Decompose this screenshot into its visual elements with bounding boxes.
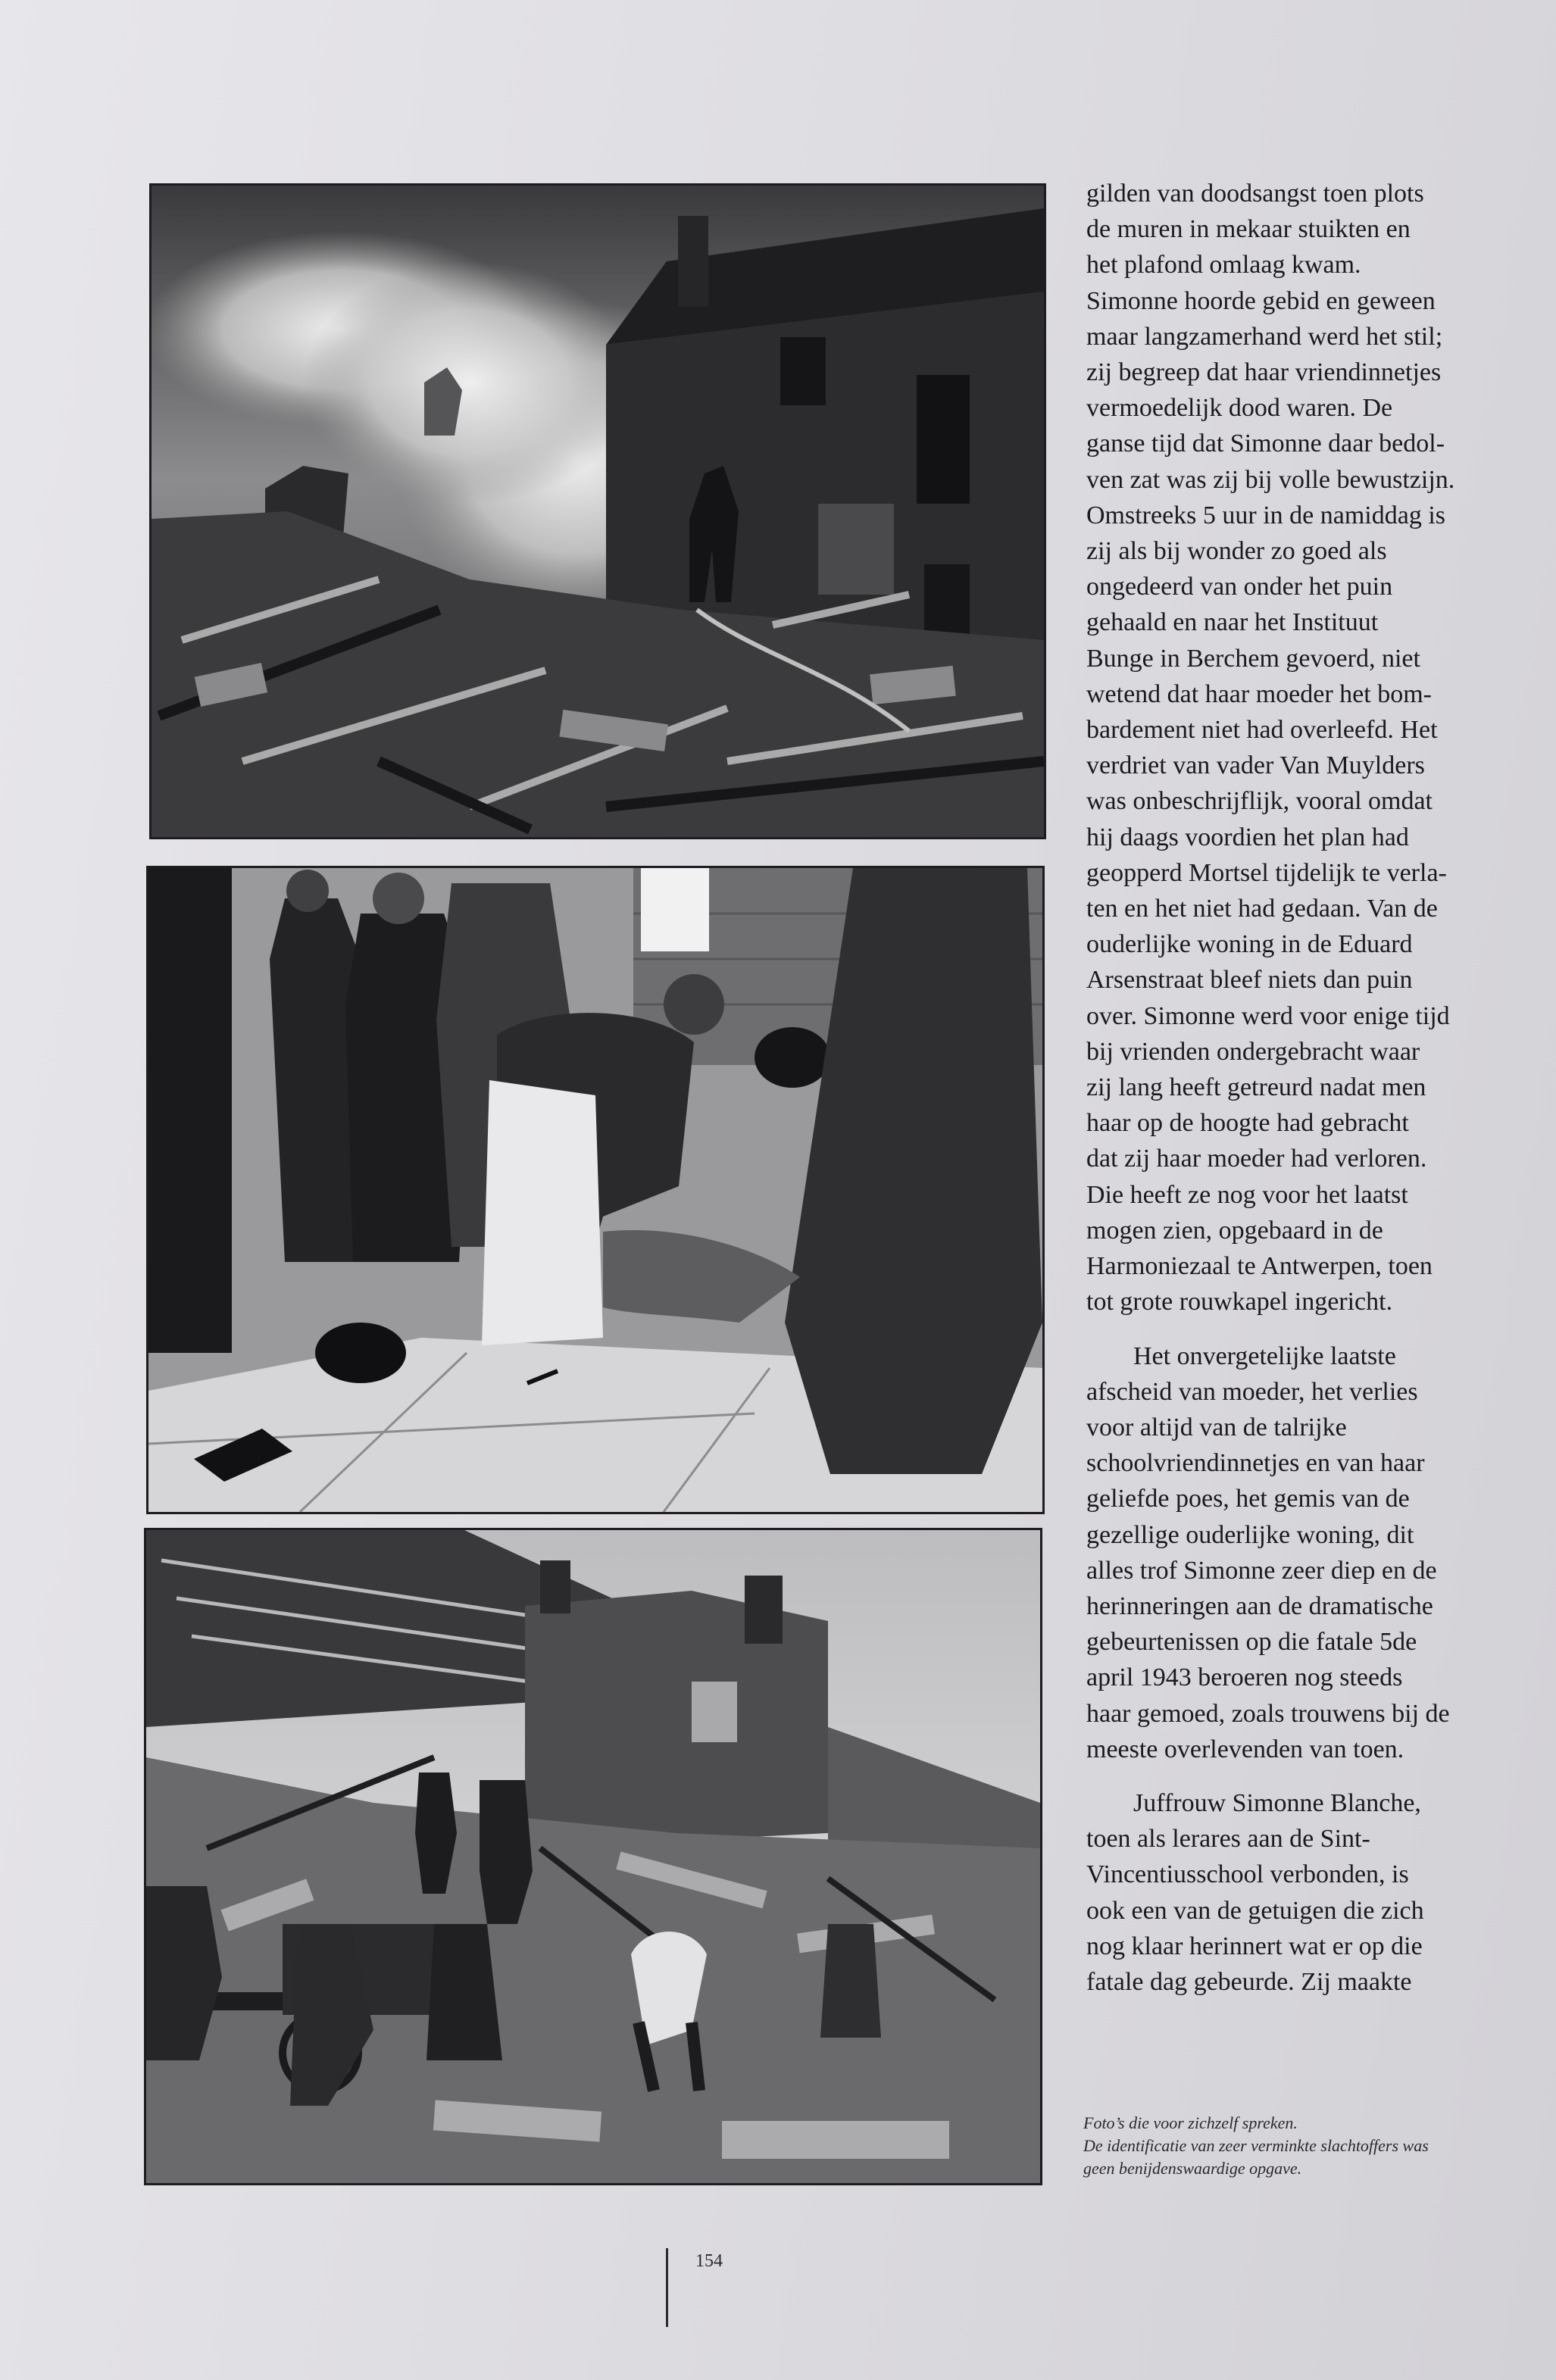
- photo-caption: [1083, 2112, 1538, 2180]
- photo-bombed-house-smoke: [149, 183, 1046, 839]
- text-line: nog klaar herinnert wat er op die: [1086, 1932, 1423, 1960]
- text-line: ook een van de getuigen die zich: [1086, 1896, 1424, 1925]
- text-line: het plafond omlaag kwam.: [1086, 251, 1361, 280]
- text-line: bij vrienden ondergebracht waar: [1086, 1037, 1420, 1066]
- photo-rescue-workers-rubble: [144, 1528, 1042, 2185]
- text-line: maar langzamerhand werd het stil;: [1086, 322, 1443, 351]
- text-line: geliefde poes, het gemis van de: [1086, 1485, 1410, 1513]
- text-line: de muren in mekaar stuikten en: [1086, 215, 1411, 244]
- folio-rule: [666, 2248, 668, 2327]
- text-line: ven zat was zij bij volle bewustzijn.: [1086, 465, 1455, 494]
- text-line: dat zij haar moeder had verloren.: [1086, 1145, 1427, 1173]
- caption-line: De identificatie van zeer verminkte slachtoffers was: [1083, 2136, 1429, 2155]
- text-line: april 1943 beroeren nog steeds: [1086, 1663, 1403, 1692]
- text-line: haar gemoed, zoals trouwens bij de: [1086, 1699, 1450, 1728]
- text-line: Vincentiusschool verbonden, is: [1086, 1860, 1409, 1889]
- text-line: gezellige ouderlijke woning, dit: [1086, 1520, 1414, 1549]
- text-line: herinneringen aan de dramatische: [1086, 1591, 1433, 1620]
- text-line: wetend dat haar moeder het bom-: [1086, 679, 1432, 708]
- text-line: gehaald en naar het Instituut: [1086, 608, 1379, 637]
- text-line: afscheid van moeder, het verlies: [1086, 1377, 1418, 1406]
- text-line: alles trof Simonne zeer diep en de: [1086, 1556, 1437, 1585]
- text-line: was onbeschrijflijk, vooral omdat: [1086, 787, 1433, 816]
- text-line: Simonne hoorde gebid en geween: [1086, 286, 1436, 315]
- text-line: fatale dag gebeurde. Zij maakte: [1086, 1967, 1412, 1996]
- text-line: Omstreeks 5 uur in de namiddag is: [1086, 501, 1446, 529]
- page-number: 154: [695, 2251, 723, 2271]
- text-line: zij begreep dat haar vriendinnetjes: [1086, 358, 1442, 387]
- text-line: meeste overlevenden van toen.: [1086, 1735, 1404, 1763]
- caption-line: Foto’s die voor zichzelf spreken.: [1083, 2113, 1298, 2132]
- text-line: voor altijd van de talrijke: [1086, 1413, 1347, 1441]
- text-line: bardement niet had overleefd. Het: [1086, 716, 1438, 745]
- text-line: hij daags voordien het plan had: [1086, 823, 1409, 851]
- text-line: verdriet van vader Van Muylders: [1086, 751, 1425, 780]
- paragraph-1: [1086, 176, 1533, 1320]
- text-line: schoolvriendinnetjes en van haar: [1086, 1449, 1425, 1478]
- text-line: ouderlijke woning in de Eduard: [1086, 930, 1413, 959]
- text-line: zij lang heeft getreurd nadat men: [1086, 1073, 1426, 1102]
- body-text-column: [1086, 176, 1533, 2000]
- text-line: Het onvergetelijke laatste: [1133, 1341, 1396, 1370]
- text-line: Arsenstraat bleef niets dan puin: [1086, 966, 1413, 995]
- text-line: Juffrouw Simonne Blanche,: [1133, 1788, 1421, 1817]
- text-line: ongedeerd van onder het puin: [1086, 573, 1393, 601]
- text-line: zij als bij wonder zo goed als: [1086, 537, 1387, 566]
- text-line: gilden van doodsangst toen plots: [1086, 180, 1424, 208]
- paragraph-2: [1086, 1338, 1533, 1767]
- text-line: gebeurtenissen op die fatale 5de: [1086, 1628, 1417, 1657]
- text-line: Bunge in Berchem gevoerd, niet: [1086, 644, 1420, 673]
- text-line: tot grote rouwkapel ingericht.: [1086, 1288, 1393, 1316]
- text-line: vermoedelijk dood waren. De: [1086, 394, 1393, 423]
- paragraph-3: [1086, 1785, 1533, 2000]
- text-line: haar op de hoogte had gebracht: [1086, 1109, 1409, 1138]
- photo-victim-identification: [146, 866, 1045, 1514]
- text-line: Harmoniezaal te Antwerpen, toen: [1086, 1252, 1433, 1281]
- text-line: ten en het niet had gedaan. Van de: [1086, 895, 1438, 923]
- text-line: mogen zien, opgebaard in de: [1086, 1216, 1383, 1245]
- text-line: Die heeft ze nog voor het laatst: [1086, 1180, 1408, 1209]
- text-line: geopperd Mortsel tijdelijk te verla-: [1086, 858, 1447, 887]
- text-line: toen als lerares aan de Sint-: [1086, 1825, 1370, 1854]
- text-line: ganse tijd dat Simonne daar bedol-: [1086, 429, 1445, 458]
- text-line: over. Simonne werd voor enige tijd: [1086, 1001, 1450, 1030]
- caption-line: geen benijdenswaardige opgave.: [1083, 2159, 1302, 2178]
